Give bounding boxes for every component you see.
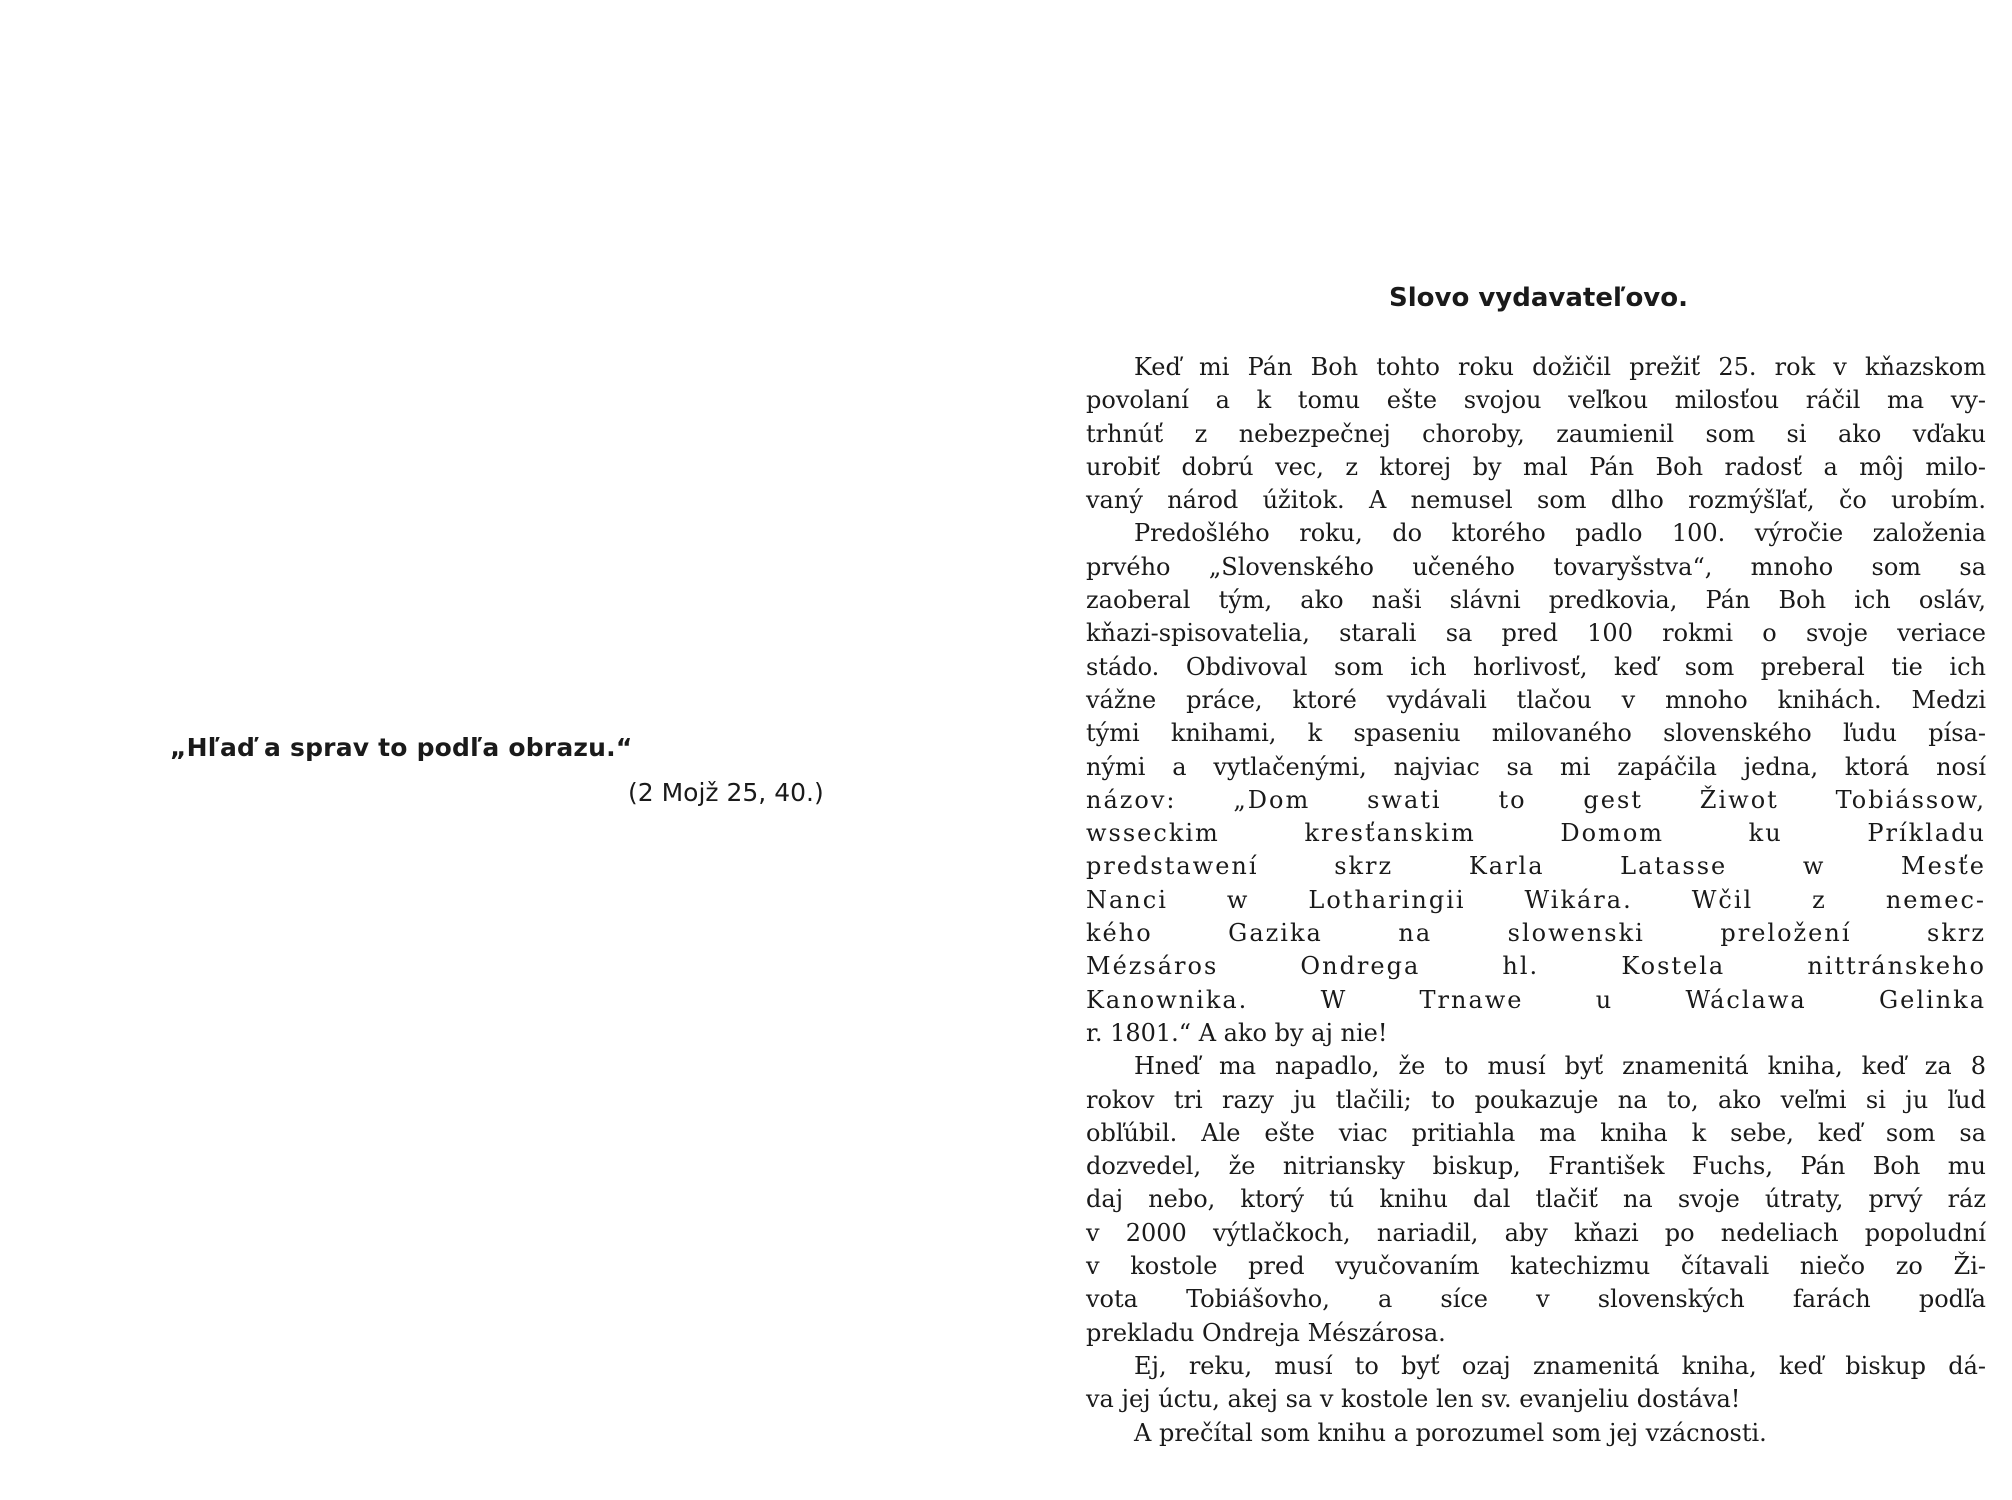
epigraph-quote: „Hľaď a sprav to podľa obrazu.“ bbox=[170, 733, 633, 762]
text-line: nými a vytlačenými, najviac sa mi zapáčila jedna, ktorá nosí bbox=[1086, 752, 1986, 781]
text-line: vážne práce, ktoré vydávali tlačou v mnoho knihách. Medzi bbox=[1086, 685, 1986, 714]
text-line: predstawení skrz Karla Latasse w Mesťe bbox=[1086, 852, 1986, 881]
page-heading: Slovo vydavateľovo. bbox=[1389, 283, 1688, 313]
text-line: obľúbil. Ale ešte viac pritiahla ma kniha k sebe, keď som sa bbox=[1086, 1118, 1986, 1147]
text-line: v 2000 výtlačkoch, nariadil, aby kňazi po nedeliach popoludní bbox=[1086, 1218, 1986, 1247]
text-line: vota Tobiášovho, a síce v slovenských farách podľa bbox=[1086, 1285, 1986, 1314]
text-line: Predošlého roku, do ktorého padlo 100. výročie založenia bbox=[1134, 519, 1986, 548]
text-line: v kostole pred vyučovaním katechizmu čítavali niečo zo Ži- bbox=[1086, 1252, 1986, 1281]
right-page bbox=[1006, 0, 2012, 1500]
text-line: tými knihami, k spaseniu milovaného slovenského ľudu písa- bbox=[1086, 719, 1986, 748]
text-line: povolaní a k tomu ešte svojou veľkou milosťou ráčil ma vy- bbox=[1086, 386, 1986, 415]
text-line: daj nebo, ktorý tú knihu dal tlačiť na svoje útraty, prvý ráz bbox=[1086, 1185, 1986, 1214]
text-line: Kanownika. W Trnawe u Wáclawa Gelinka bbox=[1086, 985, 1986, 1014]
text-line: rokov tri razy ju tlačili; to poukazuje na to, ako veľmi si ju ľud bbox=[1086, 1085, 1986, 1114]
text-line: Keď mi Pán Boh tohto roku dožičil prežiť 25. rok v kňazskom bbox=[1134, 353, 1986, 381]
body-text bbox=[1086, 351, 1986, 1450]
text-line: urobiť dobrú vec, z ktorej by mal Pán Boh radosť a môj milo- bbox=[1086, 452, 1986, 481]
text-line: trhnúť z nebezpečnej choroby, zaumienil som si ako vďaku bbox=[1086, 419, 1986, 448]
text-line: Mézsáros Ondrega hl. Kostela nittránskeho bbox=[1086, 952, 1986, 981]
text-line: dozvedel, že nitriansky biskup, František Fuchs, Pán Boh mu bbox=[1086, 1152, 1986, 1181]
text-line: Nanci w Lotharingii Wikára. Wčil z nemec- bbox=[1086, 885, 1986, 914]
text-line: kého Gazika na slowenski preložení skrz bbox=[1086, 919, 1986, 948]
text-line: prvého „Slovenského učeného tovaryšstva“, mnoho som sa bbox=[1086, 552, 1986, 581]
text-line: va jej úctu, akej sa v kostole len sv. evanjeliu dostáva! bbox=[1086, 1385, 1741, 1414]
text-line: zaoberal tým, ako naši slávni predkovia, Pán Boh ich osláv, bbox=[1086, 586, 1986, 615]
text-line: prekladu Ondreja Mészárosa. bbox=[1086, 1318, 1446, 1347]
text-line: Ej, reku, musí to byť ozaj znamenitá kniha, keď biskup dá- bbox=[1134, 1351, 1986, 1380]
text-line: A prečítal som knihu a porozumel som jej vzácnosti. bbox=[1134, 1418, 1767, 1447]
text-line: vaný národ úžitok. A nemusel som dlho rozmýšľať, čo urobím. bbox=[1086, 486, 1986, 515]
text-line: r. 1801.“ A ako by aj nie! bbox=[1086, 1018, 1388, 1047]
text-line: Hneď ma napadlo, že to musí byť znamenitá kniha, keď za 8 bbox=[1134, 1052, 1986, 1081]
text-line: kňazi-spisovatelia, starali sa pred 100 rokmi o svoje veriace bbox=[1086, 619, 1986, 648]
text-line: stádo. Obdivoval som ich horlivosť, keď som preberal tie ich bbox=[1086, 652, 1986, 681]
text-line: názov: „Dom swati to gest Žiwot Tobiássow, bbox=[1086, 785, 1986, 814]
epigraph-reference: (2 Mojž 25, 40.) bbox=[628, 778, 824, 807]
text-line: wsseckim kresťanskim Domom ku Príkladu bbox=[1086, 819, 1986, 848]
